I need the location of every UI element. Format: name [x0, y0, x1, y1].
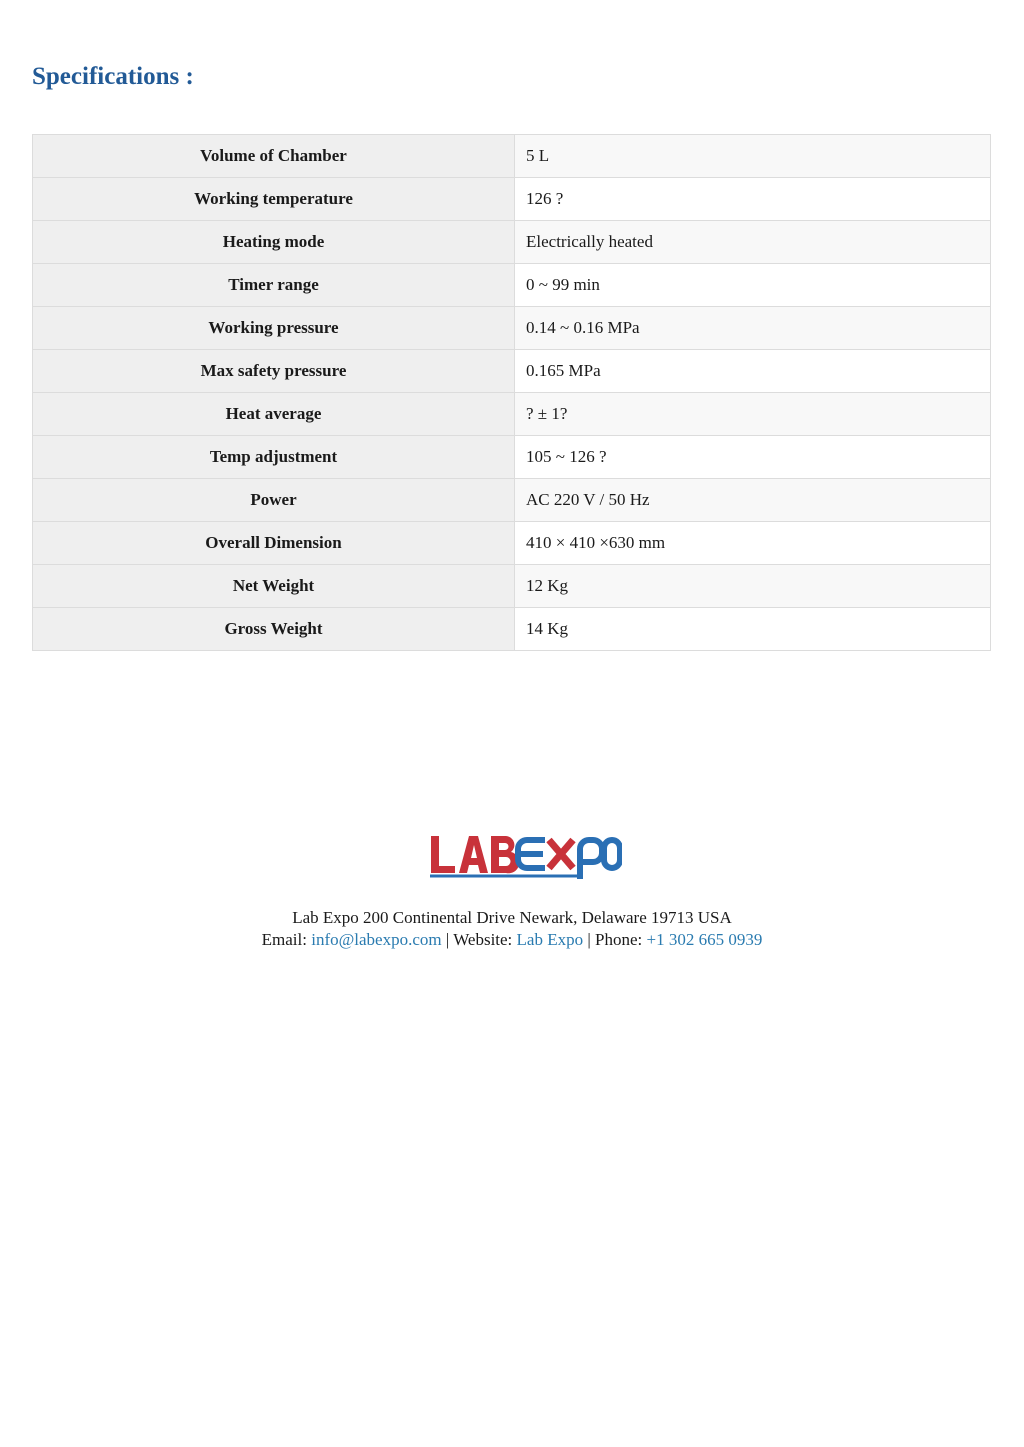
- table-row: [33, 264, 991, 307]
- logo-letter-l: [431, 836, 455, 873]
- spec-label: Heat average: [33, 393, 515, 436]
- table-row: [33, 436, 991, 479]
- table-row: [33, 135, 991, 178]
- phone-label: Phone:: [595, 930, 643, 949]
- page-title: Specifications :: [32, 63, 194, 90]
- spec-value: 0.165 MPa: [515, 350, 991, 393]
- table-row: [33, 350, 991, 393]
- spec-label: Heating mode: [33, 221, 515, 264]
- spec-label: Overall Dimension: [33, 522, 515, 565]
- spec-value: AC 220 V / 50 Hz: [515, 479, 991, 522]
- separator: |: [445, 930, 450, 949]
- spec-value: 410 × 410 ×630 mm: [515, 522, 991, 565]
- phone-link[interactable]: +1 302 665 0939: [646, 930, 763, 949]
- logo-letter-x: [549, 840, 573, 868]
- spec-label: Volume of Chamber: [33, 135, 515, 178]
- email-link[interactable]: info@labexpo.com: [311, 930, 442, 949]
- spec-label: Gross Weight: [33, 608, 515, 651]
- spec-label: Working temperature: [33, 178, 515, 221]
- logo-letter-a: [459, 836, 488, 873]
- specifications-table: [32, 134, 991, 651]
- spec-value: ? ± 1?: [515, 393, 991, 436]
- table-row: [33, 178, 991, 221]
- spec-value: 105 ~ 126 ?: [515, 436, 991, 479]
- footer-address: Lab Expo 200 Continental Drive Newark, Delaware 19713 USA: [292, 908, 732, 927]
- spec-value: 126 ?: [515, 178, 991, 221]
- spec-value: 0.14 ~ 0.16 MPa: [515, 307, 991, 350]
- spec-label: Working pressure: [33, 307, 515, 350]
- website-link[interactable]: Lab Expo: [516, 930, 584, 949]
- labexpo-logo: [428, 832, 622, 882]
- spec-label: Temp adjustment: [33, 436, 515, 479]
- table-row: [33, 522, 991, 565]
- table-row: [33, 221, 991, 264]
- table-row: [33, 307, 991, 350]
- spec-label: Timer range: [33, 264, 515, 307]
- logo-letter-p: [580, 840, 602, 879]
- spec-value: Electrically heated: [515, 221, 991, 264]
- logo-letter-o: [604, 840, 620, 868]
- table-row: [33, 479, 991, 522]
- website-label: Website:: [453, 930, 513, 949]
- separator: |: [587, 930, 591, 949]
- spec-value: 12 Kg: [515, 565, 991, 608]
- spec-label: Power: [33, 479, 515, 522]
- table-row: [33, 393, 991, 436]
- footer-contact: [0, 929, 1024, 951]
- spec-value: 0 ~ 99 min: [515, 264, 991, 307]
- table-row: [33, 608, 991, 651]
- table-row: [33, 565, 991, 608]
- spec-label: Max safety pressure: [33, 350, 515, 393]
- footer: [0, 907, 1024, 951]
- spec-value: 14 Kg: [515, 608, 991, 651]
- spec-label: Net Weight: [33, 565, 515, 608]
- spec-value: 5 L: [515, 135, 991, 178]
- email-label: Email:: [261, 930, 307, 949]
